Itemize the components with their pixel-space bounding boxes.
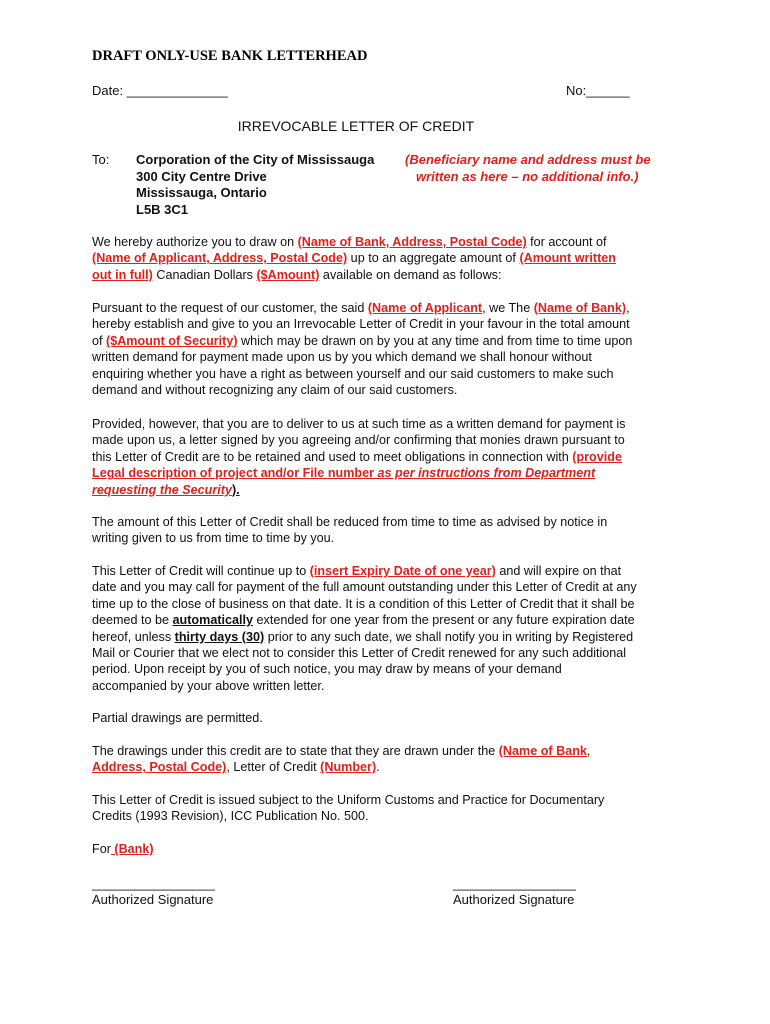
placeholder-applicant: (Name of Applicant, Address, Postal Code) <box>92 251 348 266</box>
paragraph-establishment: Pursuant to the request of our customer, the said (Name of Applicant, we The (Name of Bank), hereby establish and give to you an Irrevocable Letter of Credit in your favour in the total amount of ($Amount of Security) which may be drawn on by you at any time and from time to time upon written demand for payment made upon us by you which demand we shall honour without enquiring whether you have a right as between yourself and our said customers to make such demand and without recognizing any claim of our said customers. <box>92 301 633 398</box>
placeholder-expiry-date: (insert Expiry Date of one year) <box>309 564 496 578</box>
placeholder-project: (provide <box>572 449 622 464</box>
paragraph-provided: Provided, however, that you are to deliver to us at such time as a written demand for payment is made upon us, a letter signed by you agreeing and/or confirming that monies drawn pursuant to this Letter of Credit are to be retained and used to meet obligations in connection with (provide Legal description of project and/or File number as per instructions from Department requesting the Security). <box>92 417 626 497</box>
for-bank-line: For (Bank) <box>92 842 154 856</box>
paragraph-drawings: The drawings under this credit are to state that they are drawn under the (Name of Bank, Address, Postal Code), Letter of Credit (Number). <box>92 744 591 775</box>
letterhead-placeholder: DRAFT ONLY-USE BANK LETTERHEAD <box>92 48 368 64</box>
signature-label: Authorized Signature <box>92 892 214 907</box>
paragraph-authorization: We hereby authorize you to draw on (Name of Bank, Address, Postal Code) for account of (Name of Applicant, Address, Postal Code) up to an aggregate amount of (Amount written out in full) Canadian Dollars ($Amount) available on demand as follows: <box>92 235 616 282</box>
signature-label: Authorized Signature <box>453 892 575 907</box>
number-field: No:______ <box>566 83 630 98</box>
recipient-address <box>136 152 374 218</box>
document-title: IRREVOCABLE LETTER OF CREDIT <box>237 118 475 134</box>
signature-block-left <box>92 876 215 908</box>
signature-block-right <box>453 876 576 908</box>
placeholder-security-amount: ($Amount of Security) <box>106 333 238 348</box>
address-line: Corporation of the City of Mississauga <box>136 152 375 167</box>
placeholder-bank: (Bank) <box>110 842 154 856</box>
address-line: Mississauga, Ontario <box>136 185 267 200</box>
date-field: Date: ______________ <box>92 83 228 98</box>
address-line: 300 City Centre Drive <box>136 168 267 184</box>
paragraph-ucp: This Letter of Credit is issued subject to the Uniform Customs and Practice for Documentary Credits (1993 Revision), ICC Publication No. 500. <box>92 793 605 824</box>
placeholder-credit-number: (Number) <box>320 760 377 775</box>
placeholder-amount: ($Amount) <box>256 267 320 282</box>
beneficiary-note <box>405 152 651 185</box>
paragraph-partial: Partial drawings are permitted. <box>92 711 263 725</box>
note-line: (Beneficiary name and address must be <box>405 152 651 167</box>
to-label: To: <box>92 152 110 167</box>
paragraph-expiry: This Letter of Credit will continue up to (insert Expiry Date of one year) and will expire on that date and you may call for payment of the full amount outstanding under this Letter of Credit at any time up to the close of business on that date. It is a condition of this Letter of Credit that it shall be deemed to be automatically extended for one year from the present or any future expiration date hereof, unless thirty days (30) prior to any such date, we shall notify you in writing by Registered Mail or Courier that we elect not to consider this Letter of Credit renewed for any such additional period. Upon receipt by you of such notice, you may draw by means of your demand accompanied by your above written letter. <box>92 564 637 693</box>
signature-line: _________________ <box>92 876 215 891</box>
address-line: L5B 3C1 <box>136 201 189 217</box>
note-line: written as here – no additional info.) <box>416 168 639 184</box>
paragraph-reduction: The amount of this Letter of Credit shall be reduced from time to time as advised by notice in writing given to us from time to time by you. <box>92 515 608 546</box>
placeholder-amount-written-cont: out in full) <box>92 267 153 282</box>
placeholder-bank: (Name of Bank <box>498 744 587 758</box>
placeholder-applicant: (Name of Applicant <box>367 301 483 315</box>
placeholder-amount-written: (Amount written <box>519 251 616 266</box>
placeholder-bank: (Name of Bank) <box>533 301 627 315</box>
placeholder-bank: (Name of Bank, Address, Postal Code) <box>297 235 527 249</box>
signature-line: _________________ <box>453 876 576 891</box>
